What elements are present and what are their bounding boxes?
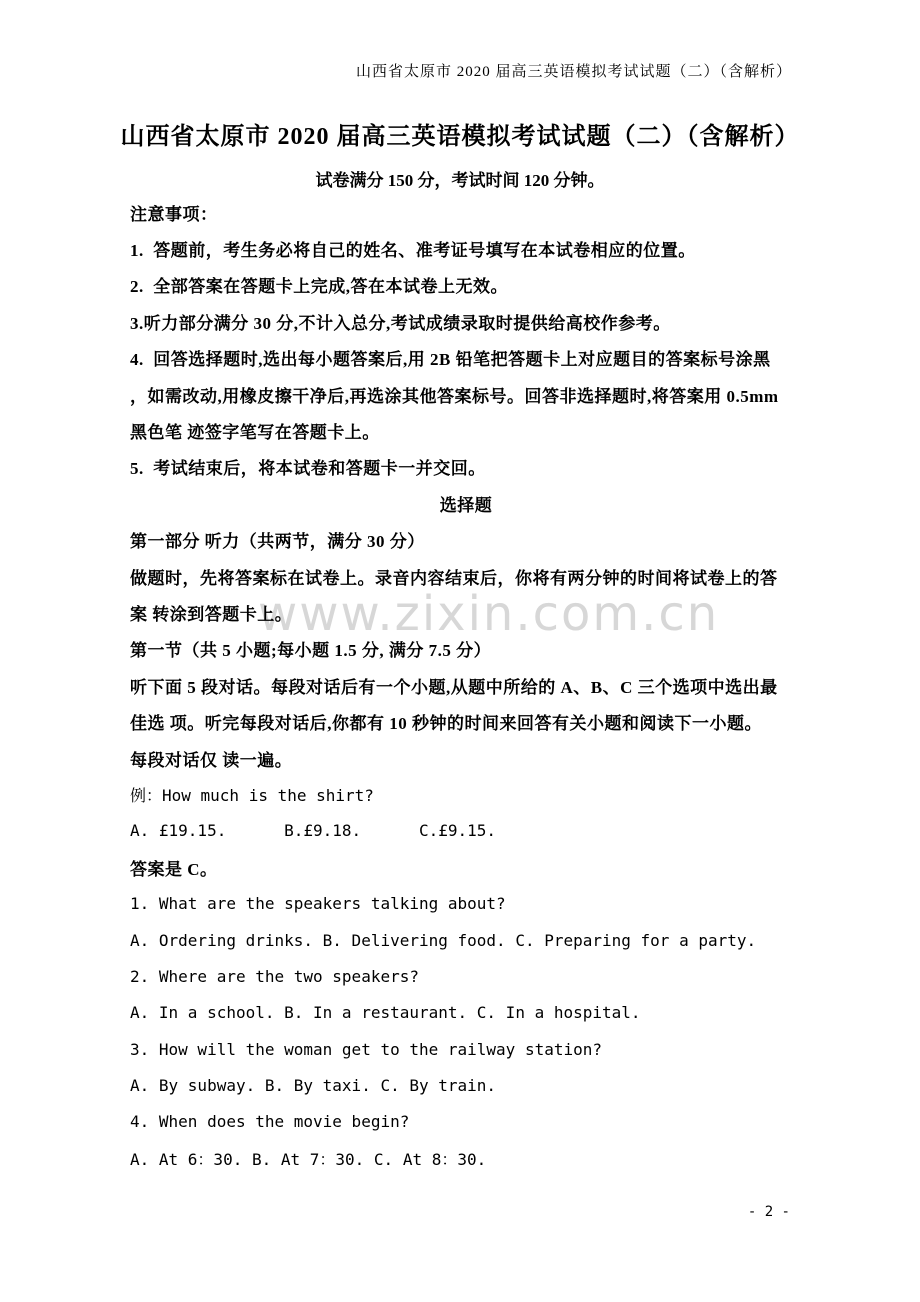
page-subtitle: 试卷满分 150 分，考试时间 120 分钟。	[315, 171, 605, 190]
part1-note-line-2: 案 转涂到答题卡上。	[130, 604, 293, 624]
notice-item-4-line-2: ，如需改动,用橡皮擦干净后,再选涂其他答案标号。回答非选择题时,将答案用 0.5mm	[130, 386, 779, 406]
question-2-text: 2. Where are the two speakers?	[130, 966, 419, 986]
page-number: - 2 -	[747, 1204, 790, 1220]
notice-heading: 注意事项：	[130, 204, 218, 224]
notice-item-4-line-3: 黑色笔 迹签字笔写在答题卡上。	[130, 423, 380, 443]
question-2-options: A. In a school. B. In a restaurant. C. In a hospital.	[130, 1003, 641, 1023]
running-header: 山西省太原市 2020 届高三英语模拟考试试题（二）（含解析）	[355, 64, 792, 80]
question-3-text: 3. How will the woman get to the railway station?	[130, 1039, 603, 1059]
document-body	[130, 194, 802, 1177]
watermark: www.zixin.com.cn	[258, 586, 720, 642]
section1-note-line-3: 每段对话仅 读一遍。	[130, 750, 293, 770]
choice-section-heading: 选择题	[439, 495, 493, 515]
page-title: 山西省太原市 2020 届高三英语模拟考试试题（二）（含解析）	[120, 124, 800, 150]
question-4-text: 4. When does the movie begin?	[130, 1112, 410, 1132]
notice-item-2: 2. 全部答案在答题卡上完成,答在本试卷上无效。	[130, 277, 508, 297]
section1-note-line-1: 听下面 5 段对话。每段对话后有一个小题,从题中所给的 A、B、C 三个选项中选出最	[130, 677, 778, 697]
question-1-options: A. Ordering drinks. B. Delivering food. C. Preparing for a party.	[130, 930, 757, 950]
example-options: A. £19.15. B.£9.18. C.£9.15.	[130, 821, 497, 841]
notice-item-4-line-1: 4. 回答选择题时,选出每小题答案后,用 2B 铅笔把答题卡上对应题目的答案标号涂黑	[130, 350, 771, 370]
section1-heading: 第一节（共 5 小题;每小题 1.5 分, 满分 7.5 分）	[130, 641, 492, 661]
notice-item-3: 3.听力部分满分 30 分,不计入总分,考试成绩录取时提供给高校作参考。	[130, 313, 671, 333]
question-3-options: A. By subway. B. By taxi. C. By train.	[130, 1076, 497, 1096]
question-1-text: 1. What are the speakers talking about?	[130, 894, 506, 914]
example-question: 例：How much is the shirt?	[130, 785, 374, 805]
notice-item-5: 5. 考试结束后，将本试卷和答题卡一并交回。	[130, 459, 486, 479]
notice-item-1: 1. 答题前，考生务必将自己的姓名、准考证号填写在本试卷相应的位置。	[130, 241, 696, 261]
part1-heading: 第一部分 听力（共两节，满分 30 分）	[130, 532, 425, 552]
question-4-options: A. At 6：30. B. At 7：30. C. At 8：30.	[130, 1149, 487, 1169]
part1-note-line-1: 做题时，先将答案标在试卷上。录音内容结束后，你将有两分钟的时间将试卷上的答	[130, 568, 778, 588]
example-answer: 答案是 C。	[130, 859, 218, 879]
section1-note-line-2: 佳选 项。听完每段对话后,你都有 10 秒钟的时间来回答有关小题和阅读下一小题。	[130, 714, 762, 734]
